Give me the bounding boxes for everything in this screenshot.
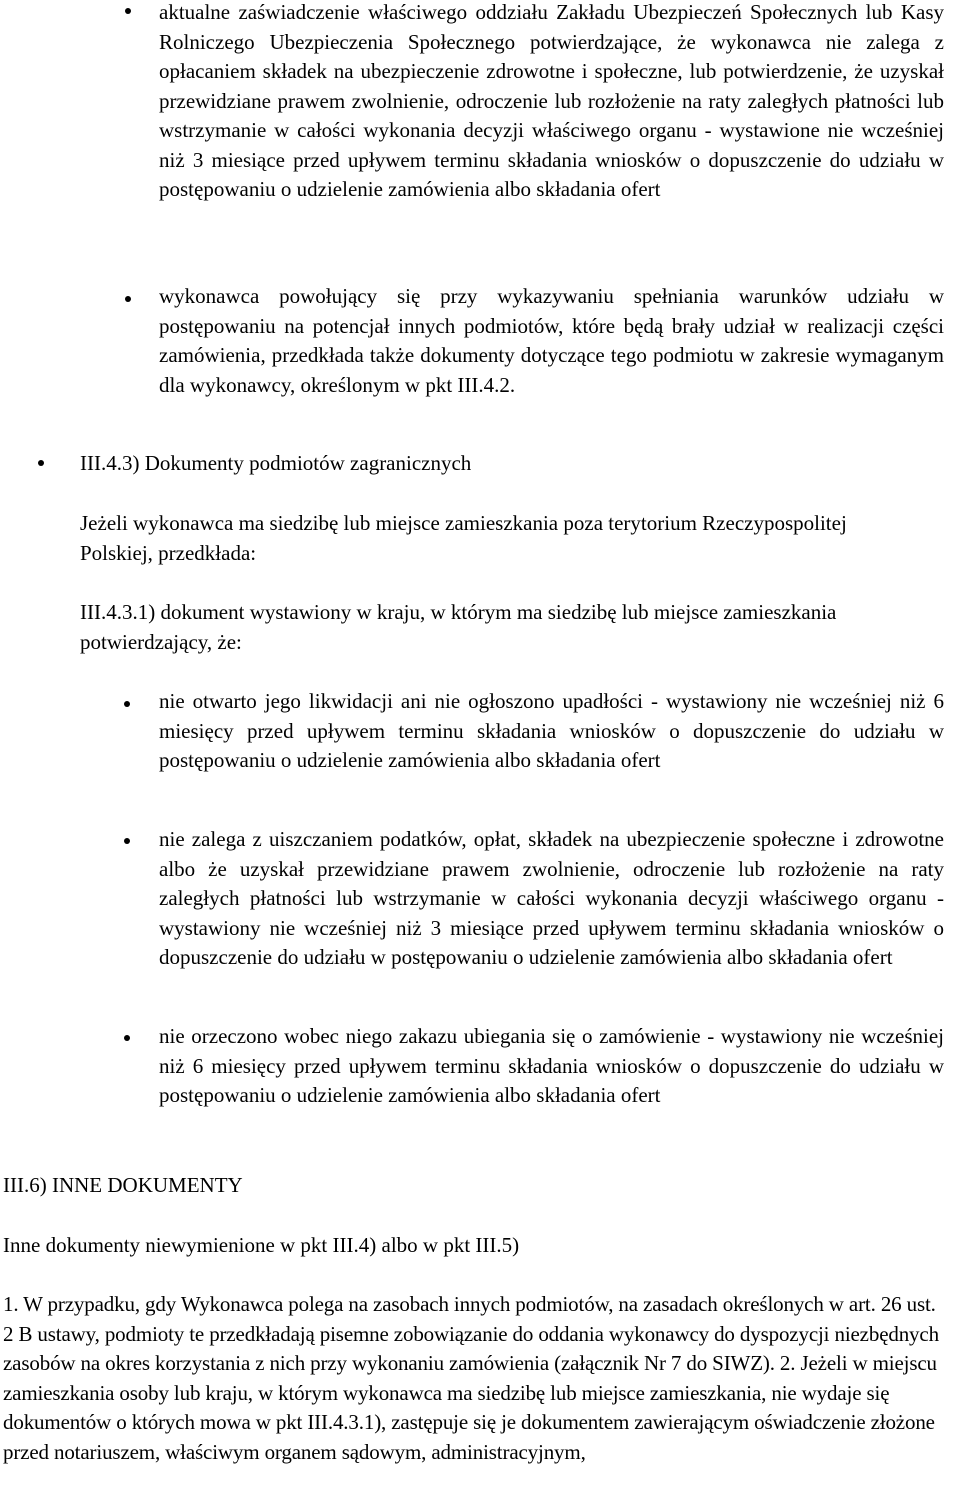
bullet-item-zus-certificate: aktualne zaświadczenie właściwego oddziału Zakładu Ubezpieczeń Społecznych lub Kasy Rolniczego Ubezpieczenia Społecznego potwierdzające, że wykonawca nie zalega z opłacaniem składek na ubezpieczenie zdrowotne i społeczne, lub potwierdzenie, że uzyskał przewidziane prawem zwolnienie, odroczenie lub rozłożenie na raty zaległych płatności lub wstrzymanie w całości wykonania decyzji właściwego organu - wystawione nie wcześniej niż 3 miesiące przed upływem terminu składania wniosków o dopuszczenie do udziału w postępowaniu o udzielenie zamówienia albo składania ofert [159,0,944,201]
bullet-item-no-procurement-ban: nie orzeczono wobec niego zakazu ubiegania się o zamówienie - wystawiony nie wcześniej niż 6 miesięcy przed upływem terminu składania wniosków o dopuszczenie do udziału w postępowaniu o udzielenie zamówienia albo składania ofert [159,1024,944,1107]
bullet-icon [124,1035,130,1041]
other-documents-body: 1. W przypadku, gdy Wykonawca polega na zasobach innych podmiotów, na zasadach określonych w art. 26 ust. 2 B ustawy, podmioty te przedkładają pisemne zobowiązanie do oddania wykonawcy do dyspozycji niezbędnych zasobów na okres korzystania z nich przy wykonaniu zamówienia (załącznik Nr 7 do SIWZ). 2. Jeżeli w miejscu zamieszkania osoby lub kraju, w którym wykonawca ma siedzibę lub miejsce zamieszkania, nie wydaje się dokumentów o których mowa w pkt III.4.3.1), zastępuje się je dokumentem zawierającym oświadczenie złożone przed notariuszem, właściwym organem sądowym, administracyjnym, [3,1292,939,1464]
bullet-item-no-liquidation: nie otwarto jego likwidacji ani nie ogłoszono upadłości - wystawiony nie wcześniej niż 6 miesięcy przed upływem terminu składania wniosków o dopuszczenie do udziału w postępowaniu o udzielenie zamówienia albo składania ofert [159,689,944,772]
section-subtitle-other-documents: Inne dokumenty niewymienione w pkt III.4) albo w pkt III.5) [3,1233,520,1257]
bullet-item-third-party-resources: wykonawca powołujący się przy wykazywaniu spełniania warunków udziału w postępowaniu na potencjał innych podmiotów, które będą brały udział w realizacji części zamówienia, przedkłada także dokumenty dotyczące tego podmiotu w zakresie wymaganym dla wykonawcy, określonym w pkt III.4.2. [159,284,944,397]
foreign-entities-intro: Jeżeli wykonawca ma siedzibę lub miejsce zamieszkania poza terytorium Rzeczypospolitej Polskiej, przedkłada: [80,511,847,565]
bullet-icon [125,296,131,302]
bullet-item-no-tax-arrears: nie zalega z uiszczaniem podatków, opłat, składek na ubezpieczenie społeczne i zdrowotne albo że uzyskał przewidziane prawem zwolnienie, odroczenie lub rozłożenie na raty zaległych płatności lub wstrzymanie w całości wykonania decyzji właściwego organu - wystawiony nie wcześniej niż 3 miesiące przed upływem terminu składania wniosków o dopuszczenie do udziału w postępowaniu o udzielenie zamówienia albo składania ofert [159,827,944,969]
section-heading-iii-4-3: III.4.3) Dokumenty podmiotów zagranicznych [80,451,472,475]
bullet-icon [125,8,131,14]
bullet-icon [38,460,44,466]
section-heading-iii-4-3-1: III.4.3.1) dokument wystawiony w kraju, w którym ma siedzibę lub miejsce zamieszkania potwierdzający, że: [80,600,837,654]
bullet-icon [124,838,130,844]
section-heading-iii-6: III.6) INNE DOKUMENTY [3,1173,243,1197]
bullet-icon [124,701,130,707]
